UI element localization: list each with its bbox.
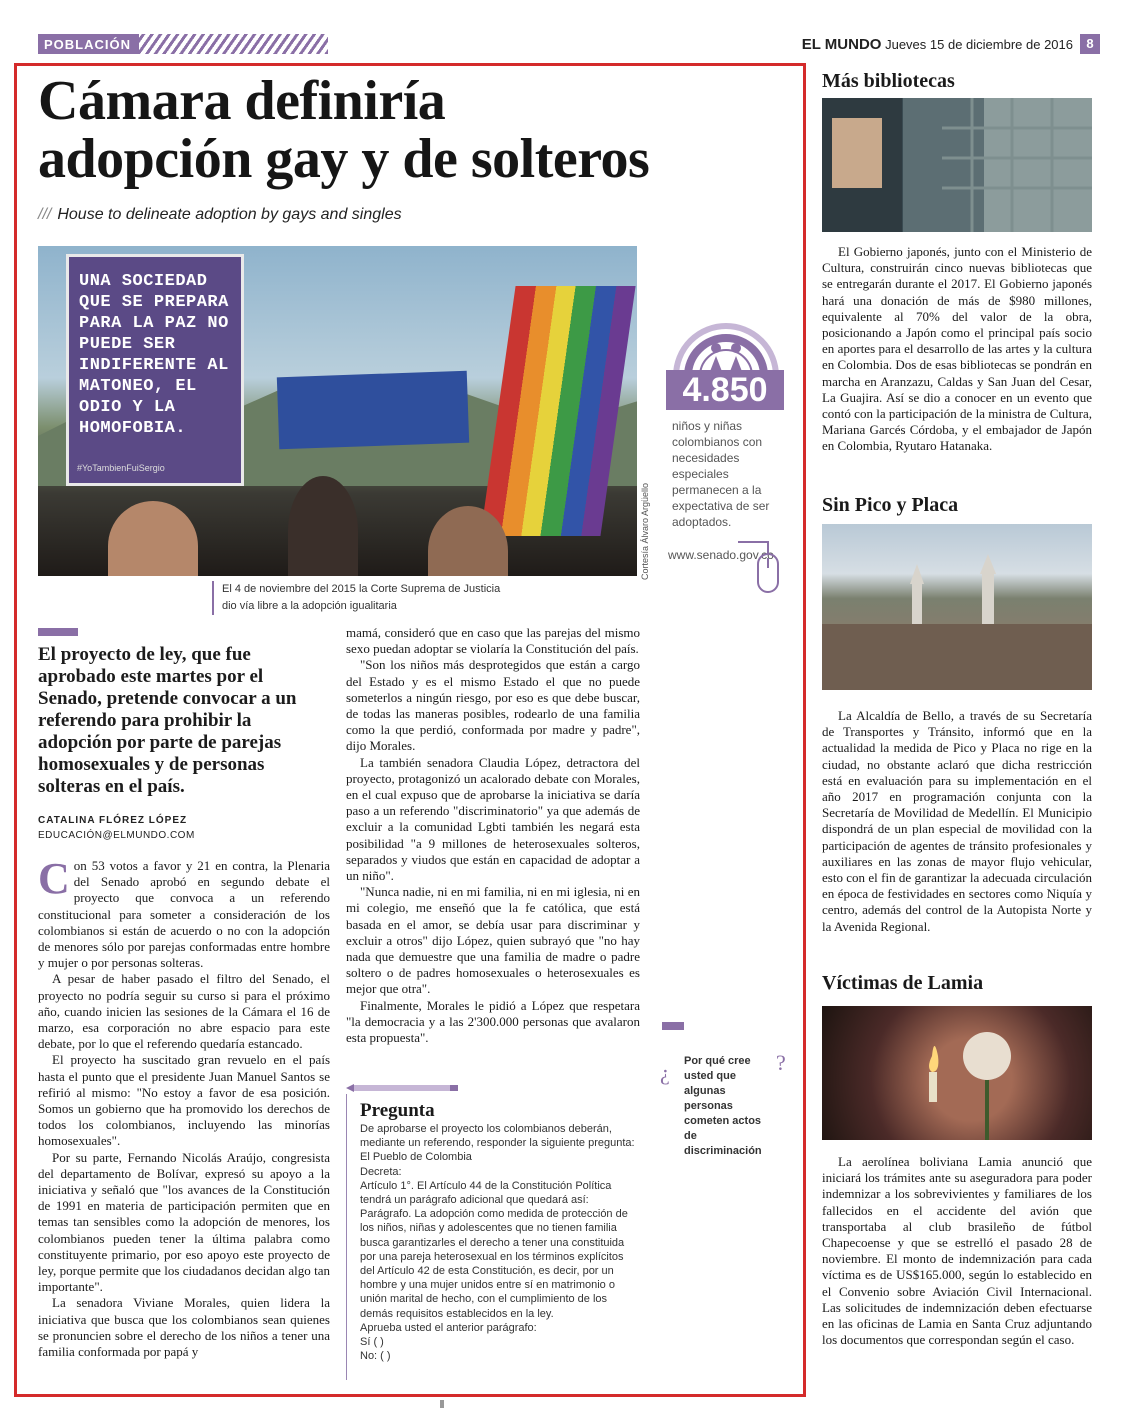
byline-author: CATALINA FLÓREZ LÓPEZ <box>38 815 188 826</box>
issue-date: Jueves 15 de diciembre de 2016 <box>885 37 1073 52</box>
body-paragraph: El proyecto ha suscitado gran revuelo en el país hasta el punto que el presidente Juan Manuel Santos se refirió al mismo: "No estoy a favor de esa posición. Somos un gobierno que ha promovido los derechos de todos los colombianos, incluyendo las minorías homosexuales". <box>38 1052 330 1149</box>
person-graphic <box>108 501 198 576</box>
pregunta-option-si: Sí ( ) <box>360 1336 384 1349</box>
photo-credit-text: Cortesía Álvaro Argüello <box>640 482 650 580</box>
body-paragraph: Con 53 votos a favor y 21 en contra, la Plenaria del Senado aprobó en segundo debate el proyecto que convoca a un referendo constitucional para someter a consideración de los colombianos si están de acuerdo o no con la adopción de menores sólo por parejas conformadas entre hombre y mujer o por personas solteras. <box>38 854 330 971</box>
body-column-1 <box>38 854 330 1360</box>
candle-rose-photo <box>822 1006 1092 1140</box>
protest-photo <box>38 246 637 576</box>
section-label: POBLACIÓN <box>38 34 139 54</box>
subhead-slashes: /// <box>38 206 52 223</box>
reader-question: Por qué cree usted que algunas personas cometen actos de discriminación <box>684 1055 762 1157</box>
body-paragraph: La senadora Viviane Morales, quien lidera la iniciativa que busca que los colombianos sean quienes se pronuncien sobre el derecho de los niños a tener una familia conformada por papá y <box>38 1295 330 1360</box>
pregunta-line: Parágrafo. La adopción como medida de protección de los niños, niñas y adolescentes que no tienen familia busca garantizarles el derecho a tener una constituida por una pareja heterosexual en los términos explícitos del Artículo 42 de esta Constitución, es decir, por un hombre y una mujer unidos entre sí en matrimonio o unión marital de hecho, con el cumplimiento de los demás requisitos establecidos en la ley. <box>360 1208 628 1320</box>
stat-number: 4.850 <box>666 370 784 410</box>
body-paragraph: mamá, consideró que en caso que las parejas del mismo sexo puedan adoptar se violaría la Constitución del país. <box>346 625 640 657</box>
source-link[interactable]: www.senado.gov.co <box>668 548 774 562</box>
subhead-text: House to delineate adoption by gays and singles <box>57 206 402 223</box>
lead-marker <box>38 628 78 636</box>
sidebar-title-pico-placa: Sin Pico y Placa <box>822 494 959 516</box>
city-skyline-graphic <box>822 524 1092 690</box>
question-marker <box>662 1022 684 1030</box>
sidebar-title-bibliotecas: Más bibliotecas <box>822 70 955 92</box>
rainbow-flag <box>480 286 635 536</box>
question-open-icon: ¿ <box>660 1060 670 1085</box>
section-tag <box>38 34 328 54</box>
pregunta-line: Decreta: <box>360 1165 402 1178</box>
body-column-2 <box>346 625 640 1046</box>
headline <box>38 72 798 188</box>
protest-placard <box>66 254 244 486</box>
person-graphic <box>288 476 358 576</box>
body-paragraph: "Son los niños más desprotegidos que están a cargo del Estado y es el mismo Estado el que no puede someterlos a ningún riesgo, por eso es que debe buscar, de todas las maneras posibles, rodearlo de una familia como la que perdió, conformada por madre y padre", dijo Morales. <box>346 657 640 754</box>
mouse-icon <box>738 540 798 596</box>
byline-email[interactable]: EDUCACIÓN@ELMUNDO.COM <box>38 830 195 841</box>
library-photo <box>822 98 1092 232</box>
body-paragraph: "Nunca nadie, ni en mi familia, ni en mi iglesia, ni en mi colegio, me enseñó que la fe católica, que está basada en el amor, se debía usar para discriminar y excluir a otros" dijo López, quien subrayó que "no hay nada que demuestre que una familia de madre o padre soltero o de padres homosexuales o heterosexuales es mejor que otra". <box>346 884 640 997</box>
pregunta-line: De aprobarse el proyecto los colombianos deberán, mediante un referendo, responder la siguiente pregunta: <box>360 1123 635 1150</box>
pregunta-body <box>360 1122 640 1363</box>
stat-arc-graphic <box>670 298 782 378</box>
body-paragraph: Por su parte, Fernando Nicolás Araújo, congresista del departamento de Bolívar, expresó su apoyo a la iniciativa y señaló que "los avances de la Constitución de 1991 en materia de participación permiten que en temas tan sensibles como la adopción de menores, los colombianos pueden tener la última palabra como constituyente primario, por eso apoyo este proyecto de ley, porque permite que los ciudadanos decidan algo tan importante". <box>38 1149 330 1295</box>
pregunta-line: El Pueblo de Colombia <box>360 1151 472 1164</box>
page-footer-mark <box>440 1400 444 1408</box>
pregunta-title: Pregunta <box>360 1100 435 1121</box>
sidebar-text-lamia: La aerolínea boliviana Lamia anunció que iniciará los trámites ante su aseguradora para poder indemnizar a los sobrevivientes y familiares de los fallecidos en el accidente del avión que transportaba al club brasileño de fútbol Chapecoense y que se estrelló el pasado 28 de noviembre. El monto de indemnización para cada víctima es de US$165.000, según lo establecido en el Convenio sobre Aviación Civil Internacional. Las solicitudes de indemnización deben efectuarse en las oficinas de Lamia en Santa Cruz adjuntando los documentos que correspondan según el caso. <box>822 1154 1092 1348</box>
pregunta-option-no: No: ( ) <box>360 1350 391 1363</box>
pregunta-line: Aprueba usted el anterior parágrafo: <box>360 1321 537 1334</box>
city-photo <box>822 524 1092 690</box>
placard-hashtag: #YoTambienFuiSergio <box>77 463 165 473</box>
sidebar-text-pico-placa: La Alcaldía de Bello, a través de su Secretaría de Transportes y Tránsito, informó que en la actualidad la medida de Pico y Placa no rige en la ciudad, no obstante aclaró que dicha restricción está en evaluación para su implementación en el año 2017 en programación conjunta con la Secretaría de Movilidad de Medellín. El Municipio dispondrá de un plan especial de movilidad con la participación de agentes de tránsito profesionales y auxiliares en las zonas de mayor flujo vehicular, esto con el fin de garantizar la adecuada circulación en época de festividades en sectores como Niquía y centro, además del control de la Autopista Norte y la Avenida Regional. <box>822 708 1092 934</box>
library-shelves-graphic <box>822 98 1092 232</box>
drop-cap: C <box>38 854 70 903</box>
photo-caption: El 4 de noviembre del 2015 la Corte Suprema de Justicia dio vía libre a la adopción igualitaria <box>212 581 502 615</box>
page-number: 8 <box>1080 34 1100 54</box>
subheadline <box>38 206 658 224</box>
pregunta-line: Artículo 1°. El Artículo 44 de la Constitución Política tendrá un parágrafo adicional que quedará así: <box>360 1179 612 1207</box>
question-close-icon: ? <box>776 1050 786 1075</box>
photo-credit <box>640 380 654 580</box>
banner-graphic <box>277 371 469 450</box>
masthead <box>802 36 1073 53</box>
body-paragraph: La también senadora Claudia López, detractora del proyecto, protagonizó un acalorado debate con Morales, en el cual expuso que de aprobarse la iniciativa se daría paso a un referendo "discriminatorio" ya que además de excluir a la comunidad Lgbti también les negará esta posibilidad "a 9 millones de heterosexuales solteros, separados y viudos que están en capacidad de adoptar a un niño". <box>346 754 640 884</box>
placard-text: UNA SOCIEDAD QUE SE PREPARA PARA LA PAZ NO PUEDE SER INDIFERENTE AL MATONEO, EL ODIO Y LA HOMOFOBIA. <box>79 272 229 438</box>
headline-line-2: adopción gay y de solteros <box>38 128 650 190</box>
headline-line-1: Cámara definiría <box>38 70 446 132</box>
candle-rose-graphic <box>822 1006 1092 1140</box>
body-paragraph: A pesar de haber pasado el filtro del Senado, el proyecto no podría seguir su curso si para el próximo año, cuando inicien las sesiones de la Cámara el 16 de marzo, esa corporación no abre espacio para este debate, por lo que el referendo quedaría estancado. <box>38 971 330 1052</box>
lead-paragraph: El proyecto de ley, que fue aprobado este martes por el Senado, pretende convocar a un referendo para prohibir la adopción por parte de parejas homosexuales y de personas solteras en el país. <box>38 644 297 797</box>
stat-description: niños y niñas colombianos con necesidades especiales permanecen a la expectativa de ser adoptados. <box>672 419 770 529</box>
sidebar-text-bibliotecas: El Gobierno japonés, junto con el Ministerio de Cultura, construirán cinco nuevas bibliotecas que se entregarán durante el 2017. El Gobierno japonés hará una donación de más de $980 millones, equivalente al 70% del valor de la obra, posicionando a Japón como el principal país socio en aportes para el desarrollo de las artes y la cultura en Colombia. Dos de esas bibliotecas se pondrán en marcha en Aranzazu, Caldas y San Juan del Cesar, La Guajira. Así se dio a conocer en un evento que contó con la participación de la ministra de Cultura, Mariana Garcés Córdoba, y el embajador de Japón en Colombia, Ryutaro Hatanaka. <box>822 244 1092 454</box>
body-paragraph: Finalmente, Morales le pidió a López que respetara "la democracia y a las 2'300.000 personas que avalaron esta propuesta". <box>346 997 640 1046</box>
pencil-icon <box>346 1082 458 1094</box>
sidebar-title-lamia: Víctimas de Lamia <box>822 972 984 994</box>
paper-name: EL MUNDO <box>801 36 882 53</box>
